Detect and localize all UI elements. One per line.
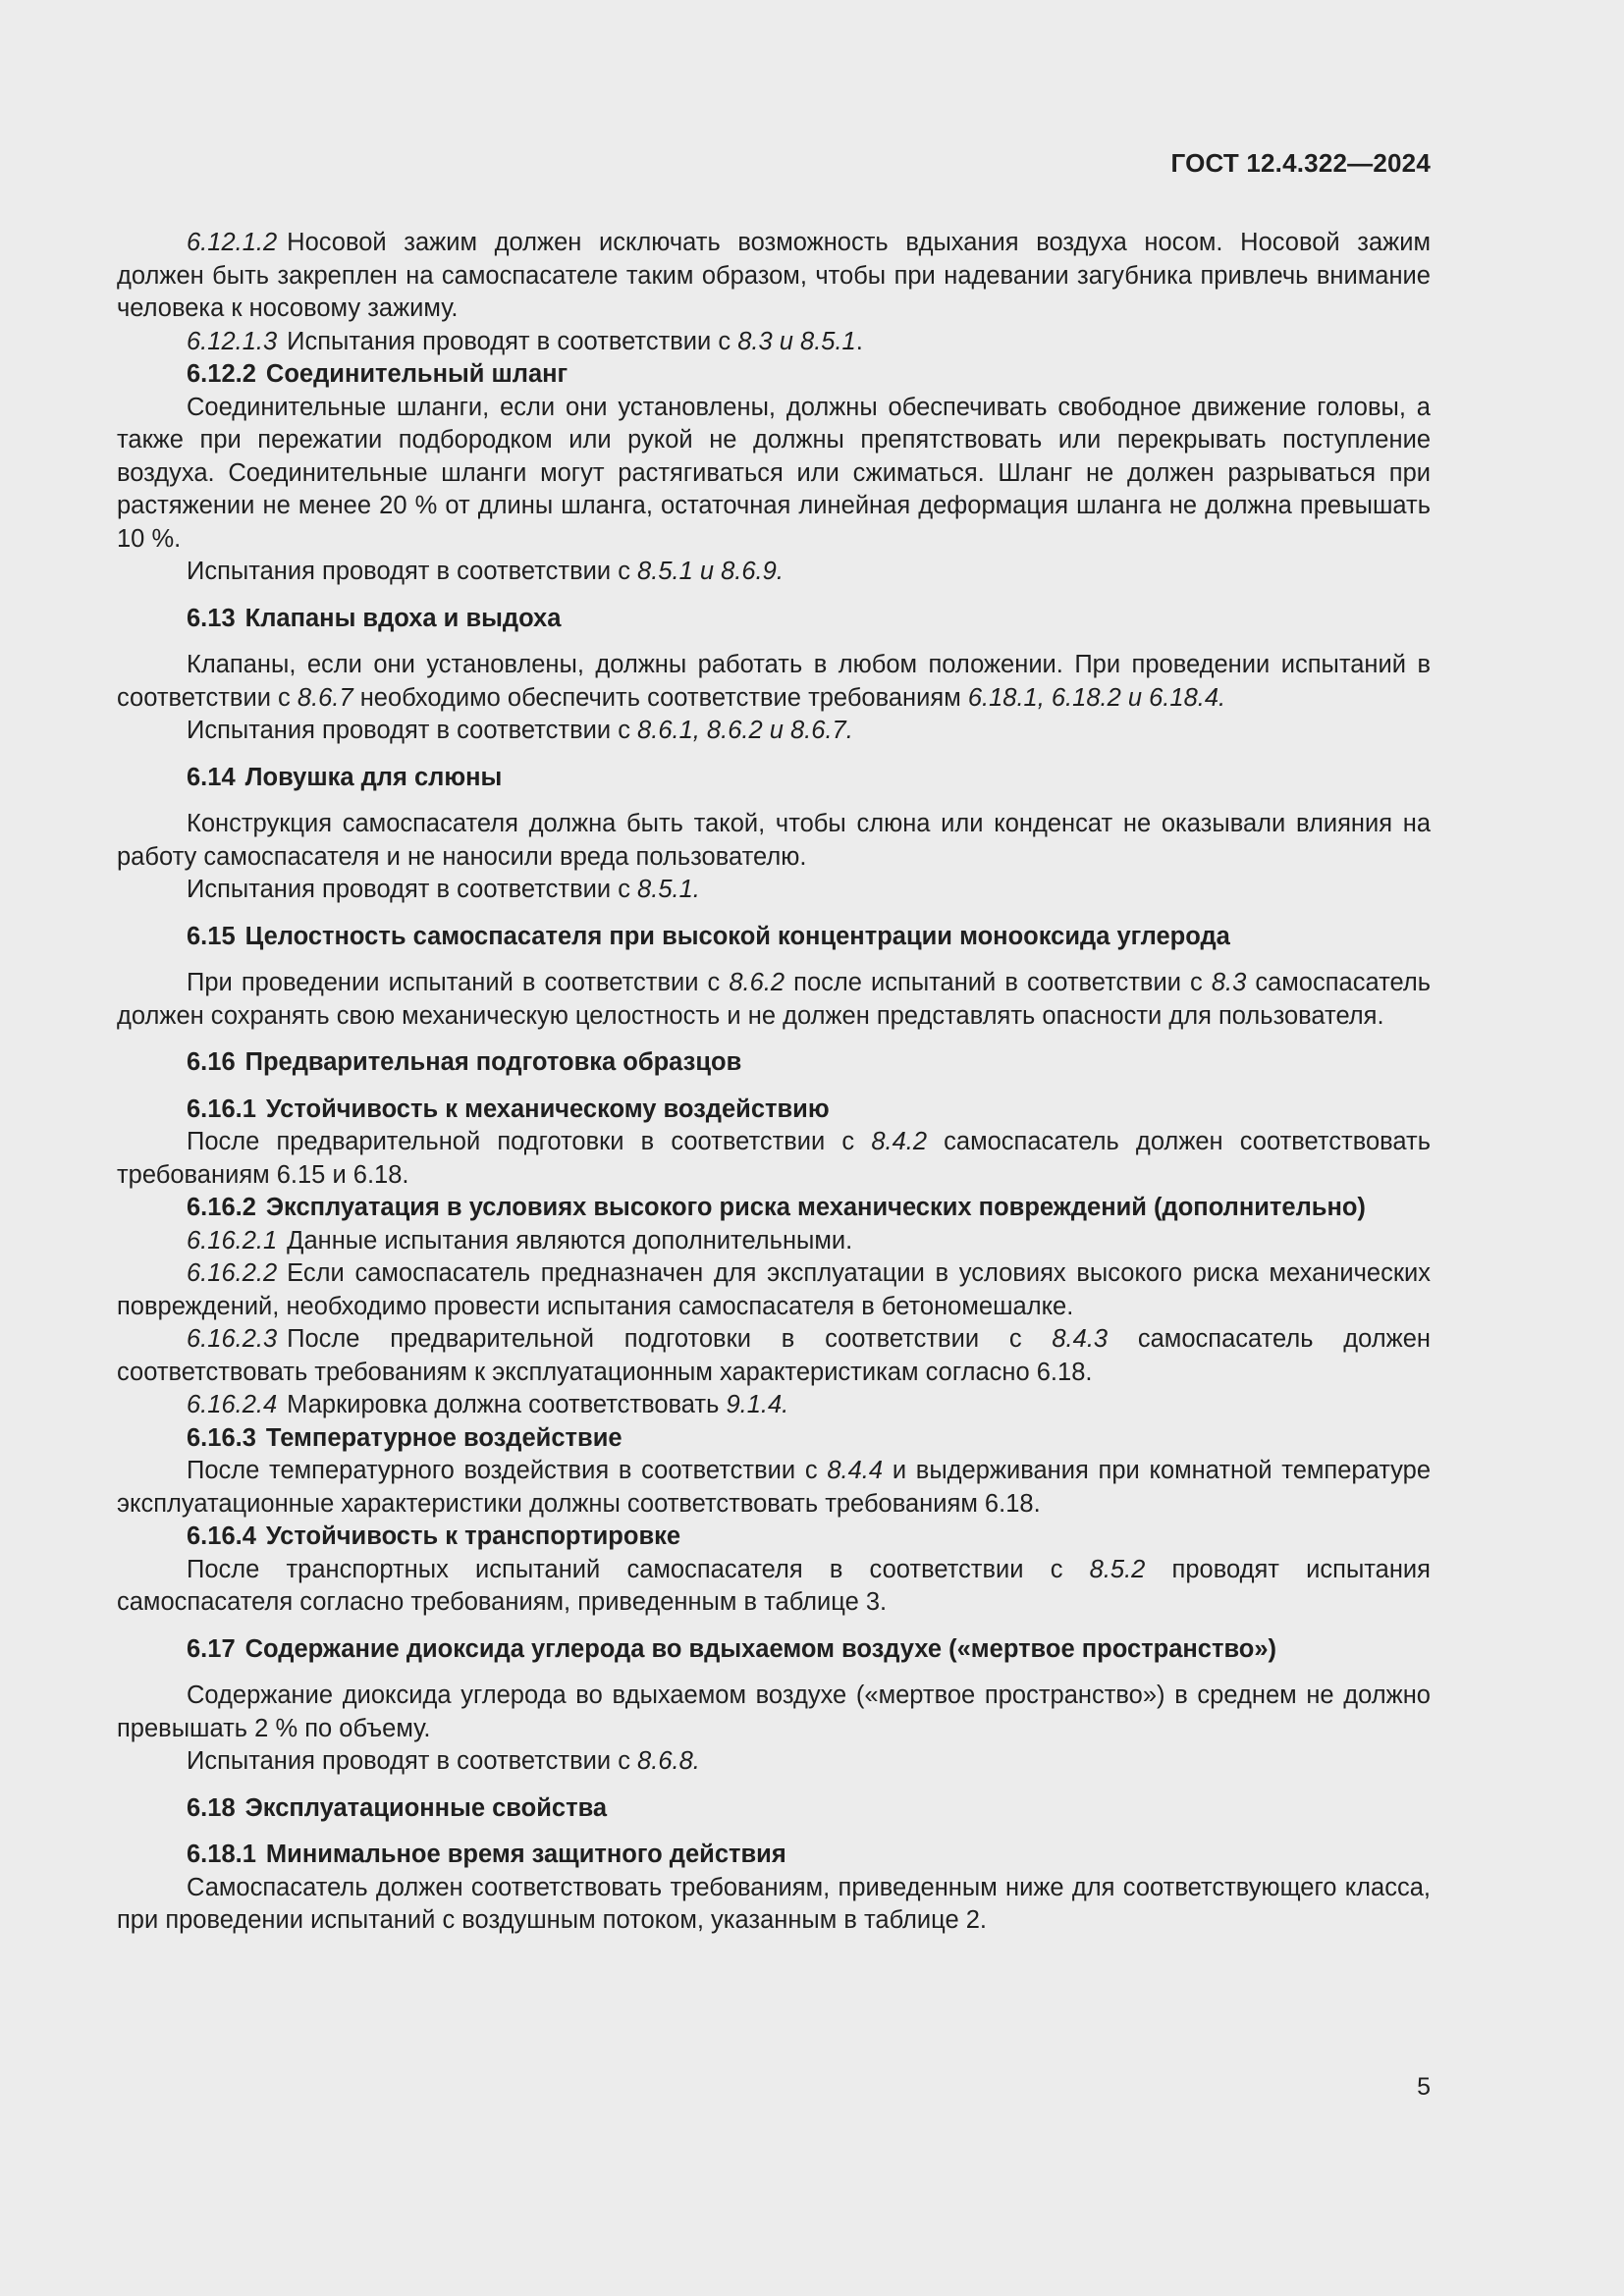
paragraph-text: После температурного воздействия в соответствии с (187, 1457, 828, 1484)
heading-number: 6.16 (187, 1048, 236, 1076)
paragraph-text: Испытания проводят в соответствии с (187, 717, 638, 744)
paragraph (117, 1389, 1431, 1422)
paragraph (117, 326, 1431, 359)
paragraph-text: Если самоспасатель предназначен для эксплуатации в условиях высокого риска механических повреждений, необходимо провести испытания самоспасателя в бетономешалке. (117, 1259, 1431, 1320)
paragraph-text: Испытания проводят в соответствии с (187, 876, 638, 903)
heading-title: Предварительная подготовка образцов (244, 1048, 742, 1076)
clause-reference: 8.6.8. (637, 1747, 700, 1775)
paragraph-text: и выдерживания при комнатной температуре эксплуатационные характеристики должны соответствовать требованиям 6.18. (117, 1457, 1431, 1518)
paragraph (117, 715, 1431, 748)
page-number: 5 (1417, 2073, 1431, 2101)
heading-number: 6.16.4 (187, 1522, 256, 1550)
clause-number: 6.16.2.4 (187, 1391, 278, 1418)
heading-number: 6.18.1 (187, 1841, 256, 1868)
clause-number: 6.16.2.3 (187, 1325, 278, 1353)
paragraph-text: Испытания проводят в соответствии с (187, 1747, 638, 1775)
clause-number: 6.16.2.2 (187, 1259, 278, 1287)
paragraph (117, 392, 1431, 557)
paragraph (117, 1225, 1431, 1258)
clause-reference: 8.4.4 (827, 1457, 884, 1484)
paragraph-text: . (855, 327, 863, 355)
heading-number: 6.12.2 (187, 360, 256, 388)
section-heading (117, 1633, 1431, 1667)
paragraph (117, 967, 1431, 1033)
clause-number: 6.12.1.3 (187, 327, 278, 355)
clause-reference: 9.1.4. (726, 1391, 789, 1418)
subsection-heading (117, 1521, 1431, 1554)
clause-reference: 8.4.3 (1052, 1325, 1109, 1353)
paragraph (117, 808, 1431, 874)
heading-number: 6.18 (187, 1793, 236, 1822)
paragraph (117, 556, 1431, 589)
clause-reference: 8.6.2 (729, 969, 785, 996)
heading-title: Клапаны вдоха и выдоха (244, 604, 562, 632)
clause-reference: 8.4.2 (871, 1128, 928, 1155)
paragraph (117, 1126, 1431, 1192)
paragraph (117, 1455, 1431, 1521)
paragraph (117, 1554, 1431, 1620)
paragraph-text: Конструкция самоспасателя должна быть такой, чтобы слюна или конденсат не оказывали влияния на работу самоспасателя и не наносили вреда пользователю. (117, 810, 1431, 871)
heading-title: Ловушка для слюны (244, 763, 503, 791)
paragraph (117, 1872, 1431, 1938)
paragraph (117, 1680, 1431, 1745)
paragraph-text: Содержание диоксида углерода во вдыхаемом воздухе («мертвое пространство») в среднем не должно превышать 2 % по объему. (117, 1682, 1431, 1742)
paragraph-text: Данные испытания являются дополнительными. (287, 1226, 853, 1255)
heading-title: Целостность самоспасателя при высокой концентрации монооксида углерода (244, 922, 1230, 950)
heading-title: Эксплуатационные свойства (244, 1793, 608, 1822)
subsection-heading (117, 1094, 1431, 1127)
subsection-heading (117, 358, 1431, 392)
paragraph-text: самоспасатель должен сохранять свою механическую целостность и не должен представлять опасности для пользователя. (117, 969, 1431, 1030)
heading-title: Эксплуатация в условиях высокого риска механических повреждений (дополнительно) (265, 1194, 1366, 1221)
paragraph-text: Испытания проводят в соответствии с (187, 558, 638, 585)
paragraph (117, 874, 1431, 907)
paragraph-text: Испытания проводят в соответствии с (287, 327, 738, 355)
paragraph-text: Клапаны, если они установлены, должны работать в любом положении. При проведении испытаний в соответствии с (117, 651, 1431, 712)
paragraph-text: после испытаний в соответствии с (785, 969, 1212, 996)
paragraph-text: При проведении испытаний в соответствии с (187, 969, 730, 996)
clause-number: 6.16.2.1 (187, 1226, 278, 1255)
paragraph-text: Маркировка должна соответствовать (287, 1391, 727, 1418)
paragraph-text: проводят испытания самоспасателя согласно требованиям, приведенным в таблице 3. (117, 1555, 1431, 1616)
document-page (117, 0, 1431, 2296)
paragraph-text: Соединительные шланги, если они установлены, должны обеспечивать свободное движение головы, а также при пережатии подбородком или рукой не должны препятствовать или перекрывать поступление воздуха. Соединительные шланги могут растягиваться или сжиматься. Шланг не должен разрываться при растяжении не менее 20 % от длины шланга, остаточная линейная деформация шланга не должна превышать 10 %. (117, 393, 1431, 553)
heading-number: 6.16.2 (187, 1194, 256, 1221)
clause-number: 6.12.1.2 (187, 229, 278, 256)
section-heading (117, 603, 1431, 636)
document-body (117, 227, 1431, 1938)
heading-title: Устойчивость к транспортировке (265, 1522, 681, 1550)
paragraph (117, 649, 1431, 715)
paragraph-text: Носовой зажим должен исключать возможность вдыхания воздуха носом. Носовой зажим должен быть закреплен на самоспасателе таким образом, чтобы при надевании загубника привлечь внимание человека к носовому зажиму. (117, 229, 1431, 322)
clause-reference: 8.5.2 (1089, 1555, 1146, 1583)
clause-reference: 8.5.1. (637, 876, 700, 903)
clause-reference: 8.6.1, 8.6.2 и 8.6.7. (637, 717, 853, 744)
clause-reference: 8.3 (1211, 969, 1247, 996)
heading-title: Содержание диоксида углерода во вдыхаемом воздухе («мертвое пространство») (244, 1634, 1277, 1663)
heading-number: 6.16.1 (187, 1095, 256, 1123)
subsection-heading (117, 1839, 1431, 1872)
paragraph-text: После предварительной подготовки в соответствии с (287, 1325, 1053, 1353)
subsection-heading (117, 1422, 1431, 1456)
heading-number: 6.14 (187, 763, 236, 791)
paragraph-text: необходимо обеспечить соответствие требованиям (352, 683, 968, 712)
section-heading (117, 1792, 1431, 1826)
paragraph (117, 227, 1431, 326)
clause-reference: 8.6.7 (297, 683, 353, 712)
section-heading (117, 1046, 1431, 1080)
subsection-heading (117, 1192, 1431, 1225)
paragraph (117, 1257, 1431, 1323)
clause-reference: 6.18.1, 6.18.2 и 6.18.4. (967, 683, 1226, 712)
paragraph-text: самоспасатель должен соответствовать требованиям 6.15 и 6.18. (117, 1128, 1431, 1189)
document-code-header: ГОСТ 12.4.322—2024 (1170, 148, 1431, 178)
heading-title: Температурное воздействие (265, 1423, 623, 1452)
section-heading (117, 921, 1431, 954)
heading-number: 6.17 (187, 1634, 236, 1663)
paragraph (117, 1745, 1431, 1779)
clause-reference: 8.3 и 8.5.1 (737, 327, 856, 355)
heading-title: Соединительный шланг (265, 360, 568, 388)
heading-number: 6.15 (187, 922, 236, 950)
heading-number: 6.13 (187, 604, 236, 632)
clause-reference: 8.5.1 и 8.6.9. (637, 558, 784, 585)
heading-title: Минимальное время защитного действия (265, 1841, 786, 1868)
paragraph-text: После транспортных испытаний самоспасателя в соответствии с (187, 1555, 1090, 1583)
paragraph (117, 1323, 1431, 1389)
paragraph-text: Самоспасатель должен соответствовать требованиям, приведенным ниже для соответствующего класса, при проведении испытаний с воздушным потоком, указанным в таблице 2. (117, 1873, 1431, 1934)
paragraph-text: После предварительной подготовки в соответствии с (187, 1128, 872, 1155)
heading-number: 6.16.3 (187, 1423, 256, 1452)
section-heading (117, 762, 1431, 795)
paragraph-text: самоспасатель должен соответствовать требованиям к эксплуатационным характеристикам согласно 6.18. (117, 1325, 1431, 1386)
heading-title: Устойчивость к механическому воздействию (265, 1095, 830, 1123)
